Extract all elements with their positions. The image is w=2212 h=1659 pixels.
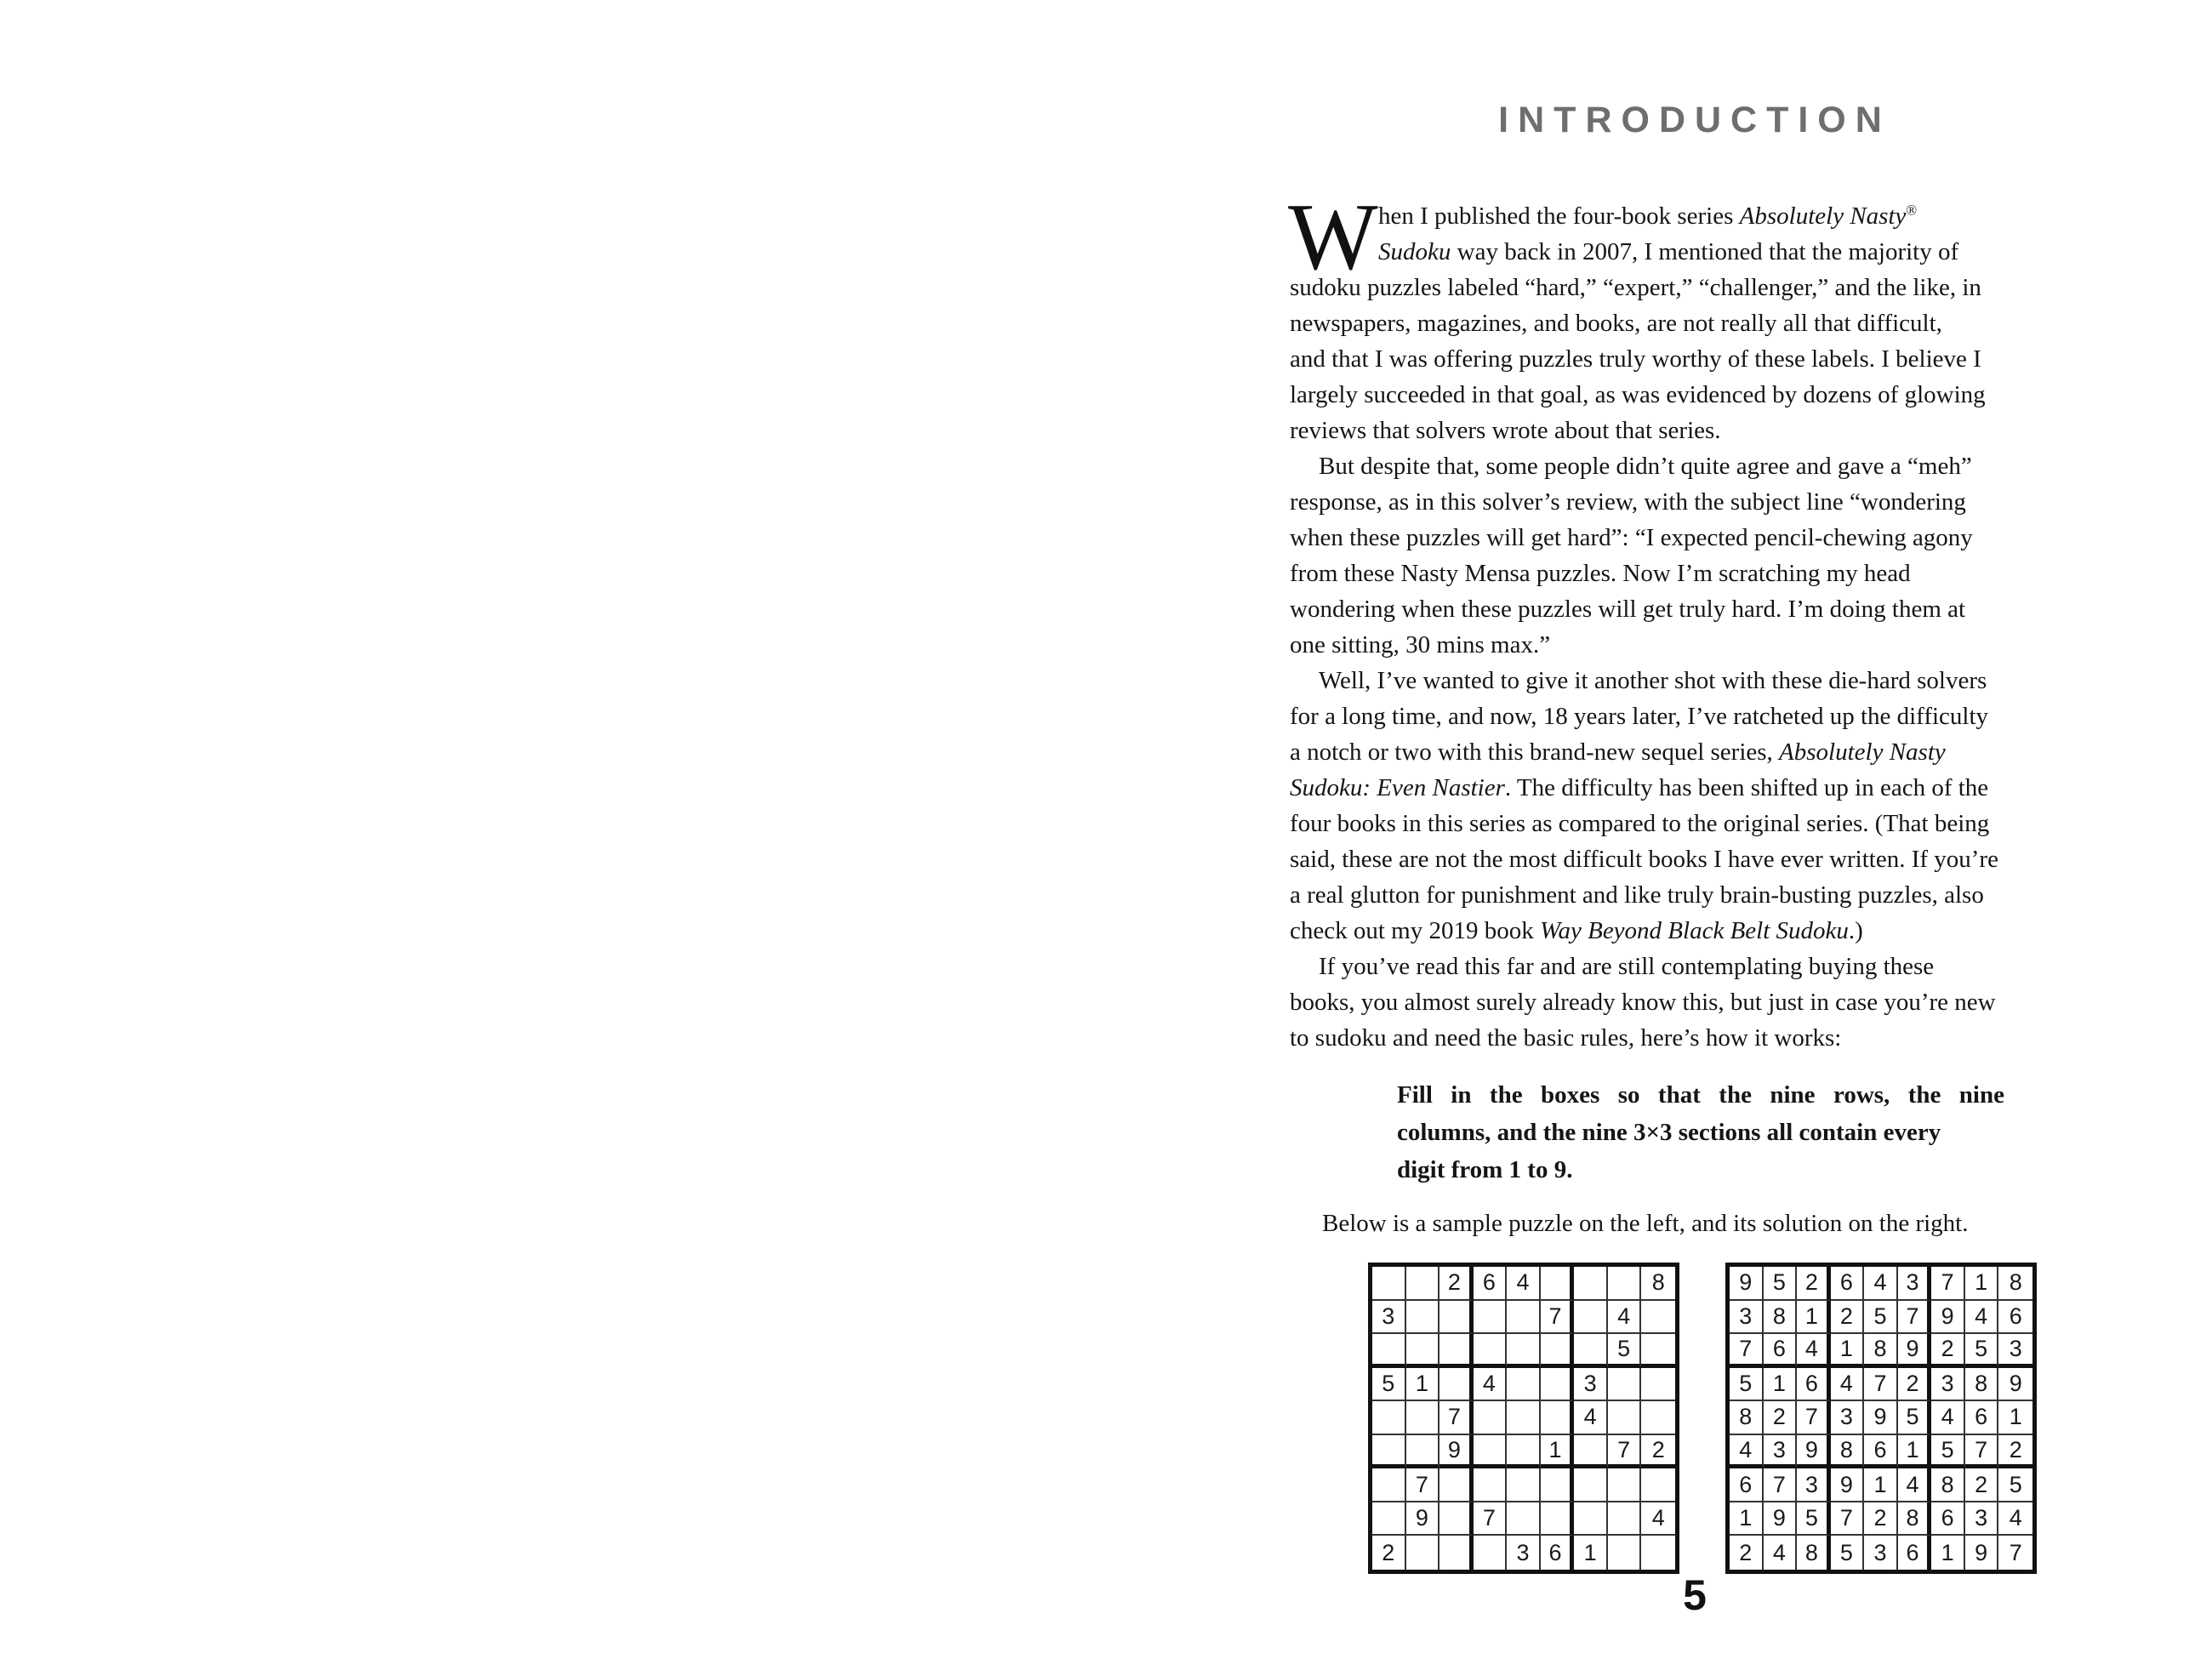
- sudoku-cell: 4: [1998, 1502, 2032, 1536]
- sudoku-cell: 4: [1797, 1334, 1831, 1368]
- sudoku-cell: 1: [1931, 1536, 1965, 1570]
- sudoku-cell: 2: [1998, 1435, 2032, 1469]
- sudoku-cell: 4: [1931, 1401, 1965, 1435]
- sudoku-cell: [1574, 1267, 1608, 1301]
- text-line: said, these are not the most difficult books I have ever written. If you’re: [1290, 846, 1998, 873]
- text-line: newspapers, magazines, and books, are not really all that difficult,: [1290, 310, 1942, 337]
- sudoku-cell: 2: [1931, 1334, 1965, 1368]
- sudoku-cell: 8: [1831, 1435, 1865, 1469]
- text-line: hen I published the four-book series Absolutely Nasty®: [1378, 202, 1918, 230]
- sudoku-cell: 6: [1998, 1301, 2032, 1335]
- text-line: a real glutton for punishment and like truly brain-busting puzzles, also: [1290, 881, 1984, 909]
- sudoku-cell: 3: [1730, 1301, 1764, 1335]
- sudoku-cell: 3: [1998, 1334, 2032, 1368]
- sudoku-cell: [1608, 1502, 1642, 1536]
- sudoku-cell: [1608, 1468, 1642, 1502]
- sudoku-cell: 7: [1406, 1468, 1440, 1502]
- drop-cap: W: [1288, 185, 1378, 290]
- sudoku-cell: 4: [1764, 1536, 1798, 1570]
- sudoku-cell: 5: [1372, 1368, 1406, 1402]
- text-line: reviews that solvers wrote about that series.: [1290, 417, 1721, 444]
- sudoku-cell: [1406, 1435, 1440, 1469]
- sudoku-cell: 1: [1541, 1435, 1575, 1469]
- grids-caption: Below is a sample puzzle on the left, and its solution on the right.: [1322, 1210, 1969, 1237]
- sudoku-cell: [1608, 1536, 1642, 1570]
- sudoku-solution-grid: [1725, 1263, 2037, 1574]
- paragraph: [1288, 185, 2105, 448]
- sudoku-cell: 7: [1730, 1334, 1764, 1368]
- sudoku-cell: 6: [1931, 1502, 1965, 1536]
- sudoku-cell: [1440, 1301, 1474, 1335]
- callout-line: columns, and the nine 3×3 sections all contain every: [1397, 1119, 1941, 1146]
- paragraph: [1290, 448, 2105, 663]
- sudoku-cell: 7: [1764, 1468, 1798, 1502]
- sudoku-cell: 6: [1730, 1468, 1764, 1502]
- sudoku-cell: 4: [1507, 1267, 1541, 1301]
- sudoku-cell: 7: [1541, 1301, 1575, 1335]
- sudoku-cell: 2: [1965, 1468, 1999, 1502]
- sudoku-cell: 3: [1965, 1502, 1999, 1536]
- sudoku-cell: [1474, 1536, 1508, 1570]
- sudoku-cell: [1406, 1301, 1440, 1335]
- sudoku-cell: [1507, 1502, 1541, 1536]
- sudoku-cell: [1507, 1334, 1541, 1368]
- rules-callout: [1397, 1076, 2004, 1189]
- text-line: check out my 2019 book Way Beyond Black Belt Sudoku.): [1290, 917, 1863, 944]
- sudoku-cell: 7: [1931, 1267, 1965, 1301]
- text-line: But despite that, some people didn’t quite agree and gave a “meh”: [1319, 453, 1972, 480]
- sudoku-cell: 2: [1641, 1435, 1675, 1469]
- sudoku-cell: 6: [1541, 1536, 1575, 1570]
- sudoku-cell: 7: [1797, 1401, 1831, 1435]
- sudoku-cell: [1541, 1468, 1575, 1502]
- sudoku-cell: 5: [1931, 1435, 1965, 1469]
- sudoku-cell: [1507, 1401, 1541, 1435]
- sudoku-cell: 5: [1998, 1468, 2032, 1502]
- sudoku-cell: [1372, 1334, 1406, 1368]
- sudoku-cell: [1372, 1468, 1406, 1502]
- sudoku-cell: [1406, 1536, 1440, 1570]
- intro-heading: INTRODUCTION: [1498, 100, 1891, 140]
- sudoku-cell: 9: [1831, 1468, 1865, 1502]
- text-line: wondering when these puzzles will get truly hard. I’m doing them at: [1290, 596, 1966, 623]
- sudoku-cell: 2: [1797, 1267, 1831, 1301]
- sudoku-cell: [1641, 1301, 1675, 1335]
- sudoku-cell: 7: [1831, 1502, 1865, 1536]
- sudoku-cell: 1: [1574, 1536, 1608, 1570]
- sudoku-cell: 9: [1864, 1401, 1898, 1435]
- sudoku-cell: [1507, 1301, 1541, 1335]
- sudoku-cell: 2: [1764, 1401, 1798, 1435]
- sudoku-cell: 5: [1965, 1334, 1999, 1368]
- sudoku-cell: 5: [1608, 1334, 1642, 1368]
- sudoku-cell: [1608, 1267, 1642, 1301]
- text-line: for a long time, and now, 18 years later, I’ve ratcheted up the difficulty: [1290, 703, 1989, 730]
- sudoku-cell: 2: [1898, 1368, 1932, 1402]
- sudoku-cell: 1: [1965, 1267, 1999, 1301]
- sudoku-cell: 7: [1440, 1401, 1474, 1435]
- sudoku-cell: [1474, 1468, 1508, 1502]
- sudoku-cell: 3: [1864, 1536, 1898, 1570]
- sudoku-cell: [1641, 1334, 1675, 1368]
- sudoku-cell: [1474, 1301, 1508, 1335]
- sudoku-cell: 5: [1864, 1301, 1898, 1335]
- sudoku-cell: 2: [1440, 1267, 1474, 1301]
- page-number: 5: [1683, 1571, 1707, 1619]
- sudoku-cell: 5: [1831, 1536, 1865, 1570]
- sudoku-cell: 1: [1797, 1301, 1831, 1335]
- sudoku-cell: [1372, 1435, 1406, 1469]
- sudoku-cell: [1541, 1368, 1575, 1402]
- text-line: response, as in this solver’s review, with the subject line “wondering: [1290, 488, 1966, 516]
- sudoku-cell: 3: [1898, 1267, 1932, 1301]
- sudoku-cell: 6: [1474, 1267, 1508, 1301]
- sudoku-cell: [1541, 1334, 1575, 1368]
- sudoku-cell: 8: [1965, 1368, 1999, 1402]
- sudoku-cell: 6: [1898, 1536, 1932, 1570]
- sudoku-cell: [1474, 1401, 1508, 1435]
- sudoku-puzzle-grid: [1368, 1263, 1679, 1574]
- sudoku-cell: 6: [1965, 1401, 1999, 1435]
- sudoku-cell: 8: [1931, 1468, 1965, 1502]
- sudoku-cell: 8: [1641, 1267, 1675, 1301]
- sudoku-cell: 7: [1864, 1368, 1898, 1402]
- sudoku-cell: 1: [1406, 1368, 1440, 1402]
- sudoku-cell: 1: [1864, 1468, 1898, 1502]
- sudoku-cell: [1440, 1468, 1474, 1502]
- sudoku-cell: 4: [1474, 1368, 1508, 1402]
- sudoku-cell: 3: [1931, 1368, 1965, 1402]
- sudoku-cell: 6: [1864, 1435, 1898, 1469]
- sudoku-cell: [1507, 1468, 1541, 1502]
- sudoku-cell: 7: [1474, 1502, 1508, 1536]
- sudoku-cell: 3: [1831, 1401, 1865, 1435]
- sudoku-cell: 4: [1965, 1301, 1999, 1335]
- text-line: four books in this series as compared to the original series. (That being: [1290, 810, 1990, 837]
- sudoku-cell: 8: [1797, 1536, 1831, 1570]
- sudoku-cell: [1474, 1435, 1508, 1469]
- sudoku-cell: 3: [1797, 1468, 1831, 1502]
- sudoku-cell: 6: [1797, 1368, 1831, 1402]
- sudoku-cell: 5: [1797, 1502, 1831, 1536]
- sudoku-cell: 1: [1764, 1368, 1798, 1402]
- sudoku-cell: [1608, 1401, 1642, 1435]
- sudoku-cell: [1440, 1536, 1474, 1570]
- callout-line: digit from 1 to 9.: [1397, 1156, 1573, 1183]
- text-line: and that I was offering puzzles truly worthy of these labels. I believe I: [1290, 345, 1981, 373]
- sudoku-cell: 9: [1730, 1267, 1764, 1301]
- sudoku-cell: 9: [1440, 1435, 1474, 1469]
- sudoku-cell: [1641, 1468, 1675, 1502]
- sudoku-cell: 9: [1931, 1301, 1965, 1335]
- text-line: sudoku puzzles labeled “hard,” “expert,” “challenger,” and the like, in: [1290, 274, 1981, 301]
- sudoku-cell: 4: [1864, 1267, 1898, 1301]
- sudoku-cell: 7: [1608, 1435, 1642, 1469]
- sudoku-cell: [1406, 1401, 1440, 1435]
- sudoku-cell: 5: [1764, 1267, 1798, 1301]
- sudoku-cell: [1574, 1502, 1608, 1536]
- text-line: If you’ve read this far and are still contemplating buying these: [1319, 953, 1935, 980]
- text-line: Sudoku way back in 2007, I mentioned that the majority of: [1378, 238, 1959, 265]
- sudoku-cell: [1641, 1401, 1675, 1435]
- sudoku-cell: [1641, 1536, 1675, 1570]
- sudoku-cell: [1440, 1368, 1474, 1402]
- sudoku-cell: 9: [1764, 1502, 1798, 1536]
- sudoku-cell: 4: [1641, 1502, 1675, 1536]
- sudoku-cell: [1574, 1334, 1608, 1368]
- sudoku-cell: 4: [1898, 1468, 1932, 1502]
- sudoku-cell: 5: [1730, 1368, 1764, 1402]
- sudoku-cell: [1440, 1502, 1474, 1536]
- sudoku-cell: [1541, 1267, 1575, 1301]
- sudoku-cell: [1541, 1401, 1575, 1435]
- sudoku-cell: 7: [1898, 1301, 1932, 1335]
- sudoku-cell: 6: [1831, 1267, 1865, 1301]
- sudoku-cell: [1372, 1502, 1406, 1536]
- sudoku-cell: 5: [1898, 1401, 1932, 1435]
- body-text: [1288, 185, 2105, 1241]
- sudoku-cell: [1440, 1334, 1474, 1368]
- sudoku-cell: 1: [1831, 1334, 1865, 1368]
- text-line: Sudoku: Even Nastier. The difficulty has been shifted up in each of the: [1290, 774, 1989, 801]
- sudoku-cell: 2: [1730, 1536, 1764, 1570]
- sudoku-cell: [1574, 1468, 1608, 1502]
- sudoku-cell: 9: [1998, 1368, 2032, 1402]
- sudoku-cell: 7: [1965, 1435, 1999, 1469]
- sudoku-cell: [1541, 1502, 1575, 1536]
- sudoku-cell: 9: [1406, 1502, 1440, 1536]
- sudoku-cell: 1: [1730, 1502, 1764, 1536]
- sudoku-cell: [1608, 1368, 1642, 1402]
- sudoku-cell: [1574, 1301, 1608, 1335]
- text-line: largely succeeded in that goal, as was evidenced by dozens of glowing: [1290, 381, 1986, 408]
- sudoku-cell: 6: [1764, 1334, 1798, 1368]
- sudoku-cell: 2: [1864, 1502, 1898, 1536]
- paragraph: [1290, 663, 2105, 949]
- sudoku-cell: 3: [1764, 1435, 1798, 1469]
- paragraph: [1290, 949, 2105, 1056]
- sudoku-cell: 4: [1831, 1368, 1865, 1402]
- text-line: Well, I’ve wanted to give it another shot with these die-hard solvers: [1319, 667, 1987, 694]
- sudoku-cell: [1507, 1368, 1541, 1402]
- callout-line: Fill in the boxes so that the nine rows, the nine: [1397, 1081, 2004, 1109]
- text-line: when these puzzles will get hard”: “I expected pencil-chewing agony: [1290, 524, 1973, 551]
- sudoku-cell: 7: [2009, 1539, 2022, 1565]
- sudoku-cell: 8: [1864, 1334, 1898, 1368]
- sudoku-cell: 2: [1372, 1536, 1406, 1570]
- sudoku-cell: [1641, 1368, 1675, 1402]
- sudoku-cell: 4: [1730, 1435, 1764, 1469]
- sudoku-cell: 3: [1574, 1368, 1608, 1402]
- text-line: to sudoku and need the basic rules, here’s how it works:: [1290, 1024, 1842, 1052]
- sudoku-cell: [1406, 1267, 1440, 1301]
- sudoku-cell: 8: [1898, 1502, 1932, 1536]
- sudoku-cell: [1474, 1334, 1508, 1368]
- sudoku-cell: 1: [1898, 1435, 1932, 1469]
- text-line: books, you almost surely already know this, but just in case you’re new: [1290, 989, 1996, 1016]
- sudoku-cell: [1372, 1401, 1406, 1435]
- sudoku-cell: 9: [1965, 1536, 1999, 1570]
- sudoku-cell: 8: [1730, 1401, 1764, 1435]
- sudoku-cell: 4: [1574, 1401, 1608, 1435]
- sudoku-cell: 8: [1764, 1301, 1798, 1335]
- text-line: from these Nasty Mensa puzzles. Now I’m scratching my head: [1290, 560, 1911, 587]
- text-line: one sitting, 30 mins max.”: [1290, 631, 1551, 658]
- sudoku-cell: 3: [1372, 1301, 1406, 1335]
- sudoku-cell: 4: [1608, 1301, 1642, 1335]
- sudoku-cell: [1372, 1267, 1406, 1301]
- sudoku-cell: [1406, 1334, 1440, 1368]
- sudoku-cell: [1574, 1435, 1608, 1469]
- sudoku-cell: [1507, 1435, 1541, 1469]
- sudoku-cell: 1: [1998, 1401, 2032, 1435]
- sudoku-cell: 9: [1898, 1334, 1932, 1368]
- text-line: a notch or two with this brand-new sequel series, Absolutely Nasty: [1290, 738, 1946, 766]
- sudoku-cell: 8: [1998, 1267, 2032, 1301]
- sudoku-cell: 9: [1797, 1435, 1831, 1469]
- sudoku-cell: 2: [1831, 1301, 1865, 1335]
- sudoku-cell: 3: [1507, 1536, 1541, 1570]
